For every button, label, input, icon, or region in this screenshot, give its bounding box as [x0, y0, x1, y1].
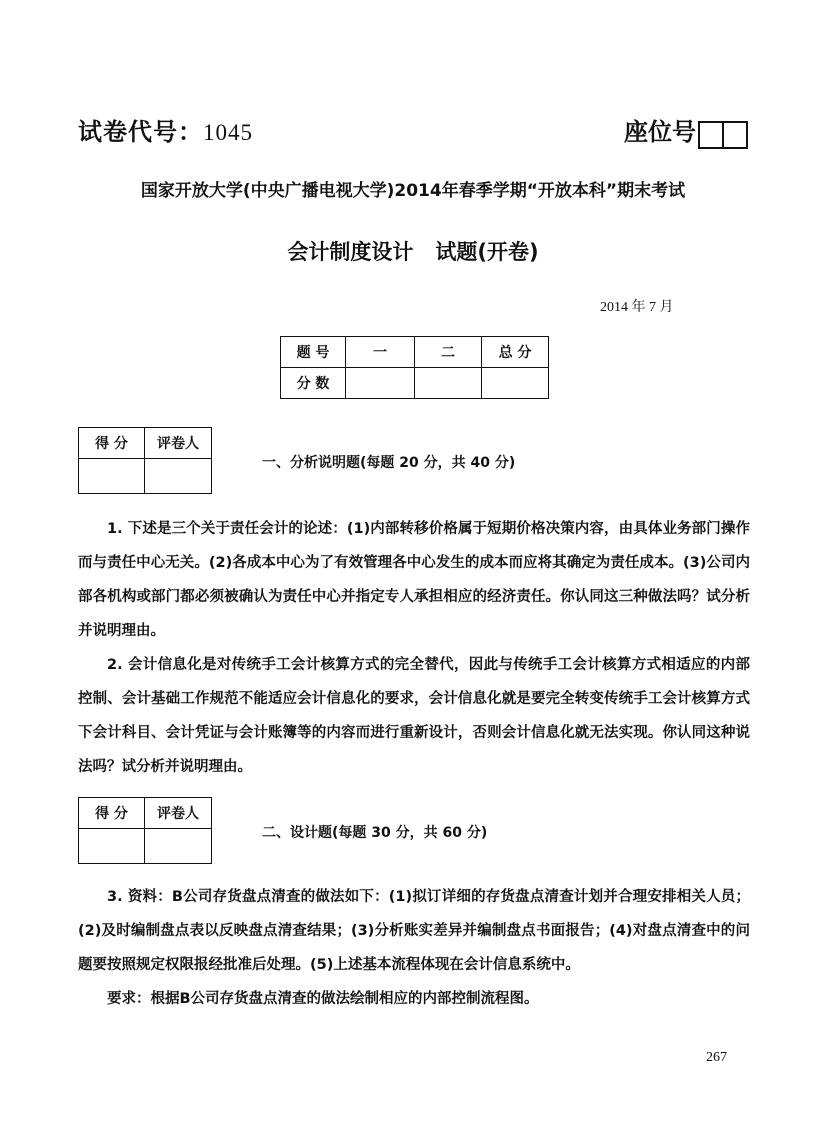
grader-blank — [79, 459, 145, 494]
grader-blank — [145, 459, 212, 494]
question-3: 3. 资料：B公司存货盘点清查的做法如下：(1)拟订详细的存货盘点清查计划并合理安排相关人员；(2)及时编制盘点表以反映盘点清查结果；(3)分析账实差异并编制盘点书面报告；(4)对盘点清查中的问题要按照规定权限报经批准后处理。(5)上述基本流程体现在会计信息系统中。 — [78, 889, 750, 973]
question-2: 2. 会计信息化是对传统手工会计核算方式的完全替代，因此与传统手工会计核算方式相适应的内部控制、会计基础工作规范不能适应会计信息化的要求，会计信息化就是要完全转变传统手工会计核算方式下会计科目、会计凭证与会计账簿等的内容而进行重新设计，否则会计信息化就无法实现。你认同这种说法吗？试分析并说明理由。 — [78, 657, 750, 775]
grader-score-label: 得 分 — [79, 798, 145, 829]
question-3-requirement: 要求：根据B公司存货盘点清查的做法绘制相应的内部控制流程图。 — [107, 991, 539, 1007]
exam-date: 2014 年 7 月 — [600, 300, 674, 315]
grader-box-section1 — [78, 427, 212, 494]
paper-code-label: 试卷代号： — [78, 118, 203, 146]
grader-blank — [79, 829, 145, 864]
seat-number-label: 座位号 — [624, 118, 696, 146]
seat-number-boxes — [698, 121, 748, 147]
score-table-blank — [415, 368, 482, 399]
grader-name-label: 评卷人 — [145, 798, 212, 829]
score-table-cell: 分 数 — [281, 368, 346, 399]
score-table-header-row — [281, 337, 549, 368]
grader-score-label: 得 分 — [79, 428, 145, 459]
page-number: 267 — [706, 1050, 727, 1065]
score-table — [280, 336, 549, 399]
section1-title: 一、分析说明题(每题 20 分，共 40 分) — [262, 455, 516, 471]
paper-code-number: 1045 — [203, 120, 253, 145]
paper-code — [78, 112, 253, 147]
school-line: 国家开放大学(中央广播电视大学)2014年春季学期“开放本科”期末考试 — [140, 181, 686, 201]
score-table-cell: 二 — [415, 337, 482, 368]
seat-box — [724, 121, 748, 149]
score-table-blank — [346, 368, 415, 399]
score-table-cell: 总 分 — [482, 337, 549, 368]
section2-title: 二、设计题(每题 30 分，共 60 分) — [262, 825, 488, 841]
grader-name-label: 评卷人 — [145, 428, 212, 459]
grader-blank — [145, 829, 212, 864]
score-table-cell: 题 号 — [281, 337, 346, 368]
grader-box-section2 — [78, 797, 212, 864]
exam-title: 会计制度设计 试题(开卷) — [287, 240, 539, 264]
seat-number — [624, 112, 748, 147]
question-1: 1. 下述是三个关于责任会计的论述：(1)内部转移价格属于短期价格决策内容，由具体业务部门操作而与责任中心无关。(2)各成本中心为了有效管理各中心发生的成本而应将其确定为责任成本。(3)公司内部各机构或部门都必须被确认为责任中心并指定专人承担相应的经济责任。你认同这三种做法吗？试分析并说明理由。 — [78, 521, 750, 639]
section1-questions — [78, 512, 750, 784]
score-table-score-row — [281, 368, 549, 399]
score-table-cell: 一 — [346, 337, 415, 368]
section2-questions — [78, 880, 750, 1016]
seat-box — [698, 121, 724, 149]
score-table-blank — [482, 368, 549, 399]
